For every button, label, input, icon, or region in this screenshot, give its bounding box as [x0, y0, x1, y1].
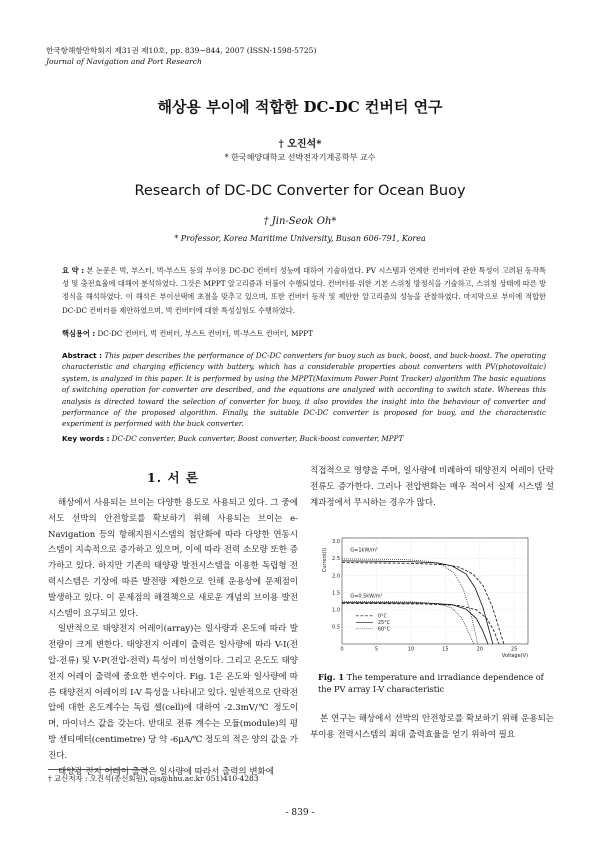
paper-title-korean: 해상용 부이에 적합한 DC-DC 컨버터 연구	[157, 98, 443, 116]
author-english: † Jin-Seok Oh*	[263, 216, 337, 227]
section-1-body	[48, 496, 298, 780]
corresponding-author-footnote: † 교신저자 : 오진석(종신회원), ojs@hhu.ac.kr 051)410-4283	[48, 774, 259, 783]
x-axis-label: Voltage(V)	[501, 653, 528, 659]
figure-1-iv-chart	[318, 526, 540, 666]
paper-title-english: Research of DC-DC Converter for Ocean Buoy	[134, 183, 466, 199]
paragraph: 일반적으로 태양전지 어레이(array)는 일사량과 온도에 따라 발전량이 크게 변한다. 태양전지 어레이 출력은 일사량에 따라 V-I(전압-전류) 및 V-P(전압-전력) 특성이 비선형이다. 그리고 온도도 태양전지 어레이 출력에 중요한 변수이다. Fig. 1은 온도와 일사량에 따른 태양전지 어레이의 I-V 특성을 나타내고 있다. 일반적으로 단락전압에 대한 온도계수는 독립 셀(cell)에 대하여 -2.3mV/℃ 정도이며, 마이너스 값을 갖는다. 반대로 전류 계수는 모듈(module)의 평방 센티메터(centimetre) 당 약 -6μA/℃ 정도의 적은 양의 값을 가진다.	[48, 624, 298, 761]
series-line-0c	[342, 603, 499, 644]
paragraph: 태양광 전지 어레이 출력은 일사량에 따라서 출력의 변화에	[58, 766, 274, 777]
abstract-korean	[62, 264, 546, 317]
y-tick-label: 0.5	[332, 624, 340, 631]
irradiance-annotation-low: G=0.5kW/m²	[350, 593, 383, 600]
keywords-english	[62, 433, 546, 445]
section-1-title: 1. 서 론	[147, 470, 199, 485]
y-tick-label: 1.0	[332, 607, 340, 614]
affiliation-english: * Professor, Korea Maritime University, Busan 606-791, Korea	[174, 234, 426, 243]
figure-1-caption	[318, 671, 548, 695]
legend-label: 60°C	[377, 626, 391, 633]
x-tick-label: 10	[407, 646, 415, 653]
x-tick-label: 5	[374, 646, 379, 653]
legend-label: 25°C	[377, 619, 391, 626]
keywords-english-text: DC-DC converter, Buck converter, Boost converter, Buck-boost converter, MPPT	[111, 434, 404, 443]
plot-frame	[342, 538, 528, 644]
keywords-korean-label: 핵심용어 :	[62, 329, 96, 338]
x-tick-label: 15	[442, 646, 449, 653]
affiliation-korean: * 한국해양대학교 선박전자기계공학부 교수	[224, 153, 376, 162]
abstract-english-label: Abstract :	[62, 351, 103, 360]
keywords-korean	[62, 328, 546, 340]
paragraph: 해상에서 사용되는 브이는 다양한 용도로 사용되고 있다. 그 중에서도 선박의 안전항로를 확보하기 위해 사용되는 브이는 e-Navigation 등의 항해지원시스템의 첨단화에 따라 다양한 연동시스템이 지속적으로 증가하고 있으며, 이에 따라 전력 소모량 또한 증가하고 있다. 하지만 기존의 태양광 발전시스템을 이용한 독립형 전력시스템은 기상에 따른 발전량 제한으로 인해 운용상에 문제점이 발생하고 있다. 이 문제점의 해결책으로 새로운 개념의 브이용 발전시스템이 요구되고 있다.	[48, 498, 298, 619]
y-tick-label: 1.5	[332, 590, 340, 597]
figure-1-caption-label: Fig. 1	[318, 672, 345, 682]
right-column-paragraph: 본 연구는 해상에서 선박의 안전항로를 확보하기 위해 운용되는 부이용 전력시스템의 최대 출력효율을 얻기 위하여 필요	[310, 714, 554, 740]
y-axis-label: Current(I)	[322, 547, 328, 573]
y-tick-label: 3.0	[332, 539, 340, 546]
series-line-25c	[342, 603, 488, 644]
series-line-60c	[342, 602, 474, 644]
footnote-divider	[48, 769, 148, 770]
abstract-korean-label: 요 약 :	[62, 266, 85, 275]
y-tick-label: 2.0	[332, 573, 340, 580]
irradiance-annotation-high: G=1kW/m²	[350, 547, 378, 554]
author-korean: † 오진석*	[278, 139, 322, 150]
keywords-korean-text: DC-DC 컨버터, 벅 컨버터, 부스트 컨버터, 벅-부스트 컨버터, MPPT	[97, 329, 313, 338]
page-number: - 839 -	[285, 808, 315, 818]
abstract-english	[62, 350, 546, 430]
figure-1-caption-text: The temperature and irradiance dependence of the PV array I-V characteristic	[318, 672, 544, 694]
x-tick-label: 20	[476, 646, 483, 653]
y-tick-label: 2.5	[332, 556, 340, 563]
journal-header-english: Journal of Navigation and Port Research	[46, 57, 202, 66]
abstract-korean-text: 본 논문은 벅, 부스터, 벅-부스트 등의 부이용 DC-DC 컨버터 성능에 대하여 기술하였다. PV 시스템과 연계한 컨버터에 관한 특성이 고려된 동작특성 및 충전효율에 대해여 분석하였다. 그것은 MPPT 알고리즘과 더불어 수행되었다. 컨버터를 위한 기본 스위칭 방정식을 기술하고, 스위칭 상태에 따른 방정식을 해석하였다. 이 해석은 부이선택에 초점을 맞추고 있으며, 또한 컨버터 동작 및 제안한 알고리즘의 성능을 관찰하였다. 마지막으로 부이에 적합한 DC-DC 컨버터를 제안하였으며, 벅 컨버터에 대한 특성실험도 수행하였다.	[62, 266, 546, 315]
journal-header-korean: 한국항해항만학회지 제31권 제10호, pp. 839~844, 2007 (ISSN-1598-5725)	[46, 46, 317, 55]
abstract-english-text: This paper describes the performance of DC-DC converters for buoy such as buck, boost, and buck-boost. The operating characteristic and charging efficiency with battery, which has a considerable properties about converters with PV(photovoltaic) system, is analyzed in this paper. It is performed by using the MPPT(Maximum Power Point Tracker) algorithm The basic equations of switching operation for converter are described, and the equations are analyzed with according to switch state. Whereas this analysis is directed toward the selection of converter for buoy, it also provides the insight into the behaviour of converter and performance of the proposed algorithm. Finally, the suitable DC-DC converter is proposed for buoy, and the characteristic experiment is performed with the buck converter.	[62, 351, 546, 429]
legend-label: 0°C	[377, 613, 388, 620]
x-tick-label: 0	[340, 646, 344, 653]
x-tick-label: 25	[511, 646, 518, 653]
right-column-continuation: 직접적으로 영향을 주며, 일사량에 비례하여 태양전지 어레이 단락전류도 증가한다. 그러나 전압변화는 매우 적어서 실제 시스템 설계과정에서 무시하는 경우가 많다.	[310, 466, 554, 508]
keywords-english-label: Key words :	[62, 434, 110, 443]
